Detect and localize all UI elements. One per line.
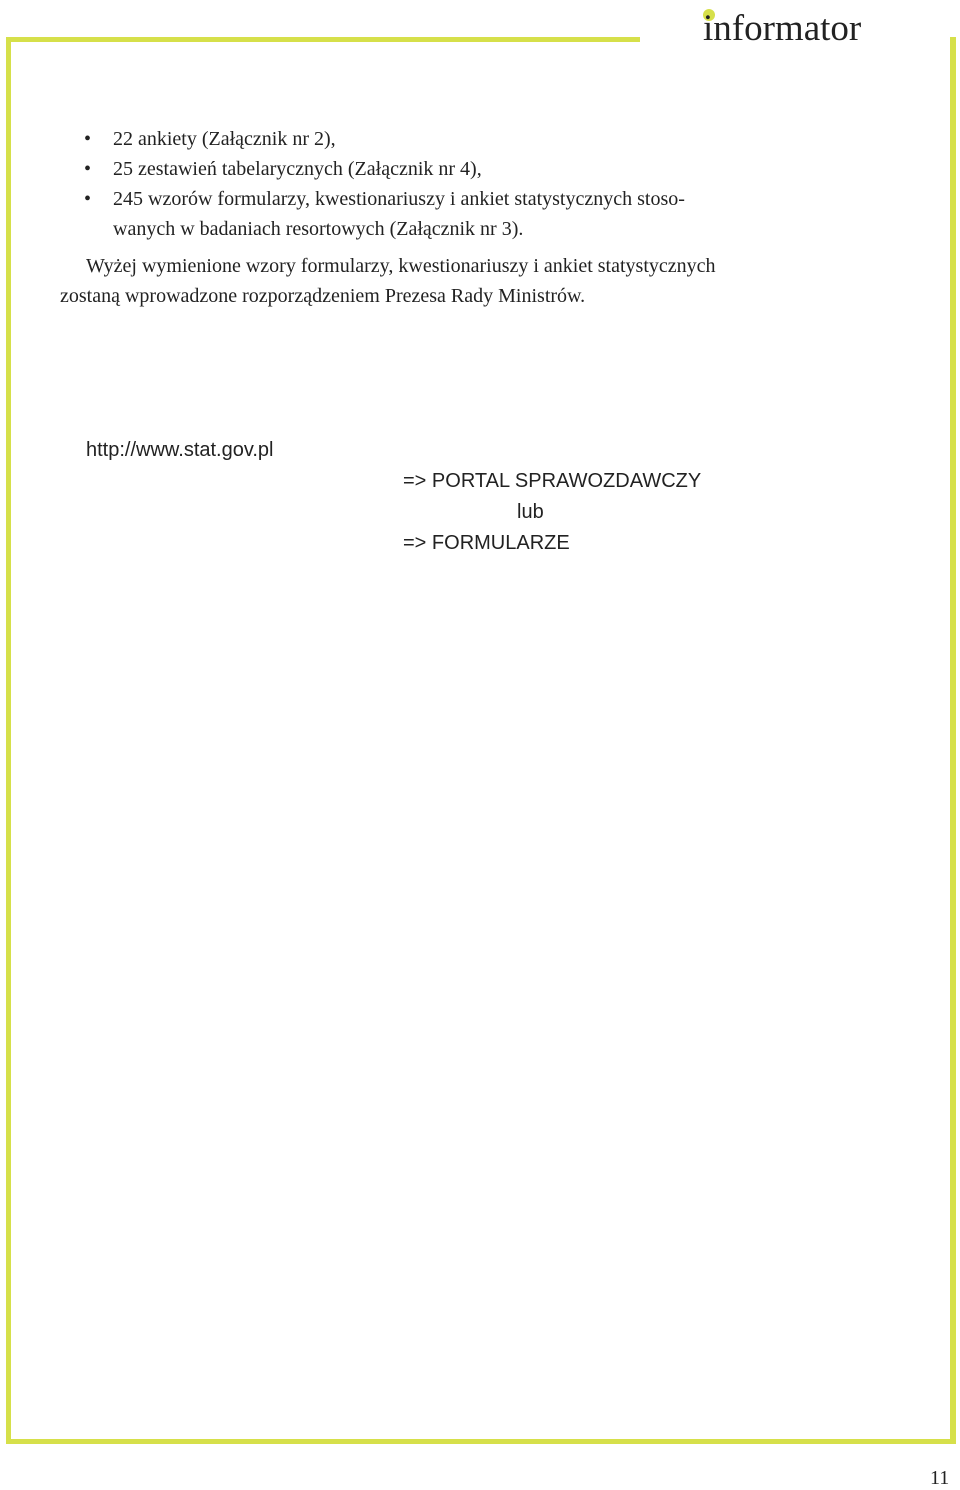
bullet-list: [84, 124, 884, 244]
website-url[interactable]: http://www.stat.gov.pl: [86, 439, 274, 461]
logo-text: informator: [703, 8, 862, 49]
bullet-icon: •: [84, 158, 92, 180]
list-item: [84, 154, 884, 184]
list-item-text: 245 wzorów formularzy, kwestionariuszy i ankiet statystycznych stoso-: [113, 188, 685, 210]
bullet-icon: •: [84, 128, 92, 150]
portal-sprawozdawczy-link[interactable]: => PORTAL SPRAWOZDAWCZY: [403, 470, 702, 492]
page-number: 11: [930, 1467, 950, 1489]
frame-left-border: [6, 37, 11, 1444]
list-item: [84, 124, 884, 154]
list-item-text: 25 zestawień tabelarycznych (Załącznik nr 4),: [113, 158, 482, 180]
frame-bottom-border: [6, 1439, 956, 1444]
list-item-continuation: [84, 214, 884, 244]
list-item: [84, 184, 884, 214]
or-text: lub: [517, 501, 544, 523]
list-item-text: wanych w badaniach resortowych (Załącznik nr 3).: [113, 218, 524, 240]
formularze-link[interactable]: => FORMULARZE: [403, 532, 570, 554]
frame-right-border: [950, 37, 956, 1444]
paragraph-line: zostaną wprowadzone rozporządzeniem Prezesa Rady Ministrów.: [60, 285, 586, 307]
list-item-text: 22 ankiety (Załącznik nr 2),: [113, 128, 336, 150]
bullet-icon: •: [84, 188, 92, 210]
frame-top-border: [6, 37, 640, 42]
body-paragraph: [60, 251, 905, 311]
paragraph-line: Wyżej wymienione wzory formularzy, kwestionariuszy i ankiet statystycznych: [86, 255, 716, 277]
informator-logo: [703, 4, 903, 54]
